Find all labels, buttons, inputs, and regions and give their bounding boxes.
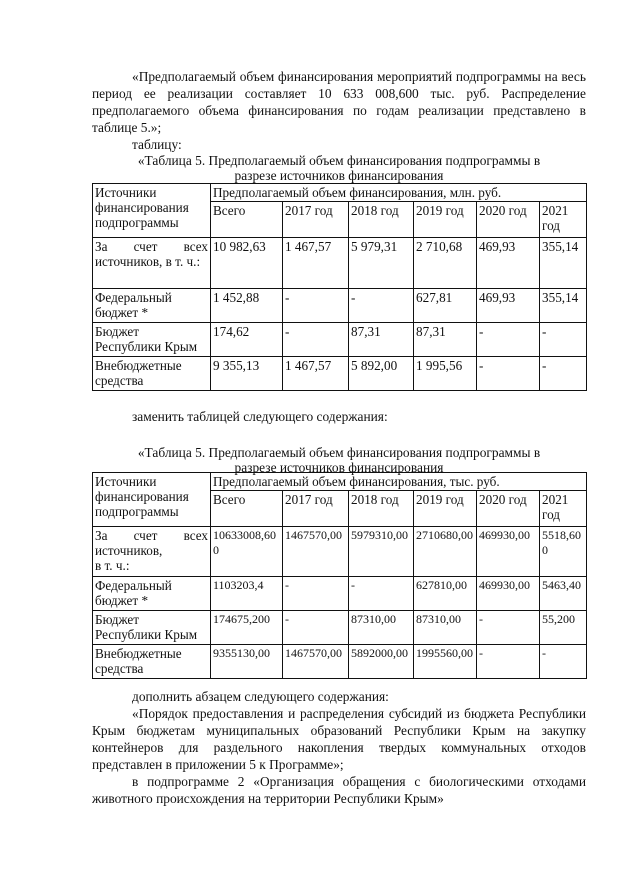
table-old-year-2018: 2018 год: [349, 202, 414, 238]
table-row: [93, 357, 587, 391]
table-new-caption-line2: разрезе источников финансирования: [234, 460, 444, 475]
table-new-row-source: Бюджет Республики Крым: [93, 611, 211, 645]
table-new-caption-line1: «Таблица 5. Предполагаемый объем финансирования подпрограммы в: [137, 445, 541, 460]
table-cell: 5 892,00: [349, 357, 414, 391]
table-row: [93, 238, 587, 289]
table-row: [93, 611, 587, 645]
replace-text: заменить таблицей следующего содержания:: [132, 409, 388, 424]
table-old: [92, 183, 587, 391]
subprogram-paragraph: в подпрограмме 2 «Организация обращения с биологическими отходами животного происхождения на территории Республики Крым»: [92, 774, 586, 806]
table-cell: 174675,200: [211, 611, 283, 645]
table-cell: 1 452,88: [211, 289, 283, 323]
table-new-group-header: Предполагаемый объем финансирования, тыс. руб.: [211, 473, 587, 491]
table-cell: -: [283, 289, 349, 323]
table-cell: 55,200: [540, 611, 587, 645]
table-cell: -: [349, 577, 414, 611]
table-cell: 469,93: [477, 238, 540, 289]
table-old-row-source: Внебюджетные средства: [93, 357, 211, 391]
table-cell: 1995560,00: [414, 645, 477, 679]
table-old-row-source: За счет всех источников, в т. ч.:: [93, 238, 211, 289]
table-new: [92, 472, 587, 679]
table-cell: -: [283, 611, 349, 645]
table-cell: 627810,00: [414, 577, 477, 611]
table-new-row-source: Внебюджетные средства: [93, 645, 211, 679]
table-cell: 10633008,600: [211, 527, 283, 577]
table-cell: -: [540, 645, 587, 679]
table-cell: -: [477, 323, 540, 357]
table-new-year-2020: 2020 год: [477, 491, 540, 527]
table-cell: -: [477, 611, 540, 645]
table-cell: 2 710,68: [414, 238, 477, 289]
table-cell: -: [540, 357, 587, 391]
table-old-year-2020: 2020 год: [477, 202, 540, 238]
table-cell: 1103203,4: [211, 577, 283, 611]
table-cell: 2710680,00: [414, 527, 477, 577]
table-cell: 469930,00: [477, 577, 540, 611]
table-row: [93, 289, 587, 323]
table-cell: 87,31: [349, 323, 414, 357]
order-paragraph: «Порядок предоставления и распределения субсидий из бюджета Республики Крым бюджетам муниципальных образований Республики Крым на закупку контейнеров для раздельного накопления твердых коммунальных отходов представлен в приложении 5 к Программе»;: [92, 706, 586, 772]
table-old-year-total: Всего: [211, 202, 283, 238]
table-new-row-source: Федеральный бюджет *: [93, 577, 211, 611]
table-cell: 355,14: [540, 289, 587, 323]
table-cell: 87310,00: [349, 611, 414, 645]
table-cell: -: [477, 357, 540, 391]
table-cell: -: [477, 645, 540, 679]
table-cell: 355,14: [540, 238, 587, 289]
table-old-year-2017: 2017 год: [283, 202, 349, 238]
table-cell: 1 995,56: [414, 357, 477, 391]
table-cell: 1 467,57: [283, 238, 349, 289]
table-old-caption-line1: «Таблица 5. Предполагаемый объем финансирования подпрограммы в: [137, 153, 541, 168]
table-new-year-total: Всего: [211, 491, 283, 527]
table-cell: 174,62: [211, 323, 283, 357]
table-cell: 5892000,00: [349, 645, 414, 679]
table-cell: 5518,600: [540, 527, 587, 577]
table-new-row-source: За счет всех источников, в т. ч.:: [93, 527, 211, 577]
table-cell: 1467570,00: [283, 645, 349, 679]
table-cell: 469930,00: [477, 527, 540, 577]
table-new-year-2021: 2021 год: [540, 491, 587, 527]
table-cell: 5 979,31: [349, 238, 414, 289]
table-cell: 10 982,63: [211, 238, 283, 289]
table-cell: 9355130,00: [211, 645, 283, 679]
table-old-row-source: Федеральный бюджет *: [93, 289, 211, 323]
table-cell: -: [283, 577, 349, 611]
table-cell: -: [283, 323, 349, 357]
table-cell: 627,81: [414, 289, 477, 323]
table-cell: 9 355,13: [211, 357, 283, 391]
add-paragraph-text: дополнить абзацем следующего содержания:: [132, 689, 389, 704]
table-cell: 87,31: [414, 323, 477, 357]
table-new-year-2019: 2019 год: [414, 491, 477, 527]
table-old-row-source: Бюджет Республики Крым: [93, 323, 211, 357]
table-new-year-2017: 2017 год: [283, 491, 349, 527]
table-cell: 1 467,57: [283, 357, 349, 391]
table-new-year-2018: 2018 год: [349, 491, 414, 527]
table-cell: -: [540, 323, 587, 357]
table-row: [93, 527, 587, 577]
table-cell: 5979310,00: [349, 527, 414, 577]
table-row: [93, 577, 587, 611]
table-row: [93, 645, 587, 679]
table-row: [93, 323, 587, 357]
intro-paragraph: «Предполагаемый объем финансирования мероприятий подпрограммы на весь период ее реализации составляет 10 633 008,600 тыс. руб. Распределение предполагаемого объема финансирования по годам реализации представлено в таблице 5.»;: [92, 69, 586, 135]
table-cell: 87310,00: [414, 611, 477, 645]
table-word: таблицу:: [132, 137, 182, 152]
table-old-group-header: Предполагаемый объем финансирования, млн. руб.: [211, 184, 587, 202]
table-old-year-2019: 2019 год: [414, 202, 477, 238]
table-old-source-header: Источники финансирования подпрограммы: [93, 184, 211, 238]
table-cell: 1467570,00: [283, 527, 349, 577]
table-old-caption-line2: разрезе источников финансирования: [234, 168, 444, 183]
table-cell: -: [349, 289, 414, 323]
table-cell: 469,93: [477, 289, 540, 323]
table-new-source-header: Источники финансирования подпрограммы: [93, 473, 211, 527]
table-old-year-2021: 2021 год: [540, 202, 587, 238]
table-cell: 5463,40: [540, 577, 587, 611]
